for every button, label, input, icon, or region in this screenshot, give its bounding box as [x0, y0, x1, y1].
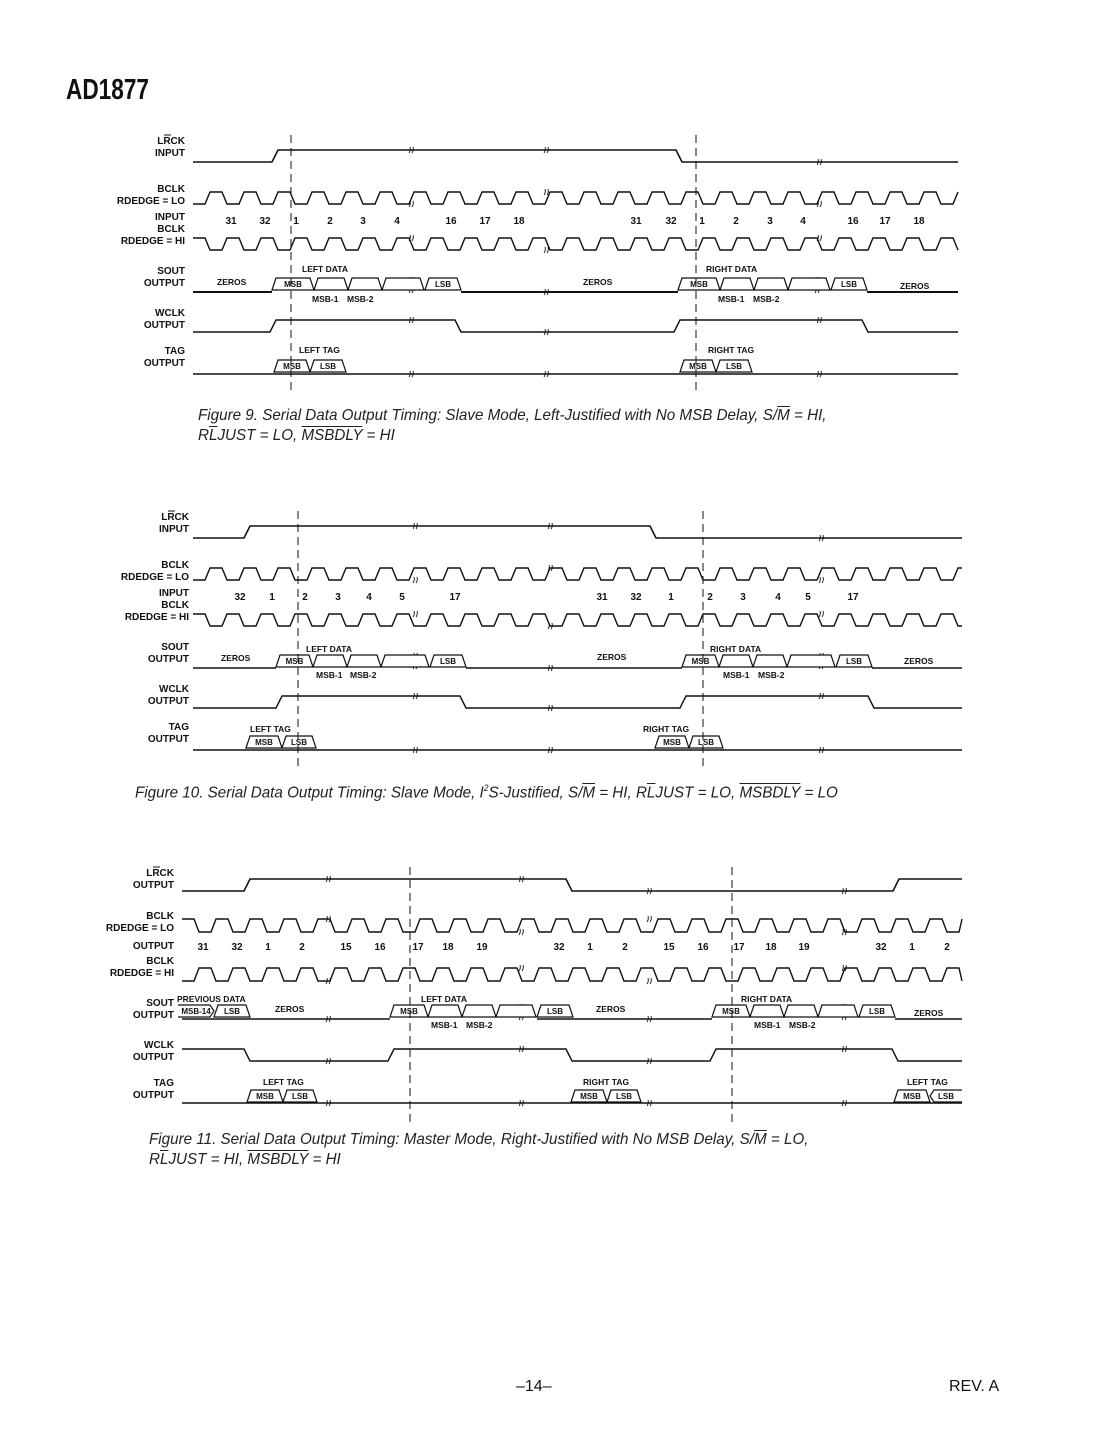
svg-text:MSB: MSB — [283, 362, 301, 371]
svg-text:MSB: MSB — [722, 1007, 740, 1016]
svg-text:MSB: MSB — [691, 657, 710, 666]
svg-text:MSB-14: MSB-14 — [181, 1007, 211, 1016]
svg-text:RDEDGE = HI: RDEDGE = HI — [120, 236, 185, 247]
svg-text:LRCK: LRCK — [157, 136, 185, 147]
svg-text:OUTPUT: OUTPUT — [143, 358, 185, 369]
svg-text:INPUT: INPUT — [155, 148, 185, 159]
data-bit-box — [712, 1005, 750, 1017]
svg-text:LSB: LSB — [698, 738, 714, 747]
svg-text:MSB: MSB — [663, 738, 681, 747]
annotation-label: MSB-1 — [316, 670, 343, 680]
signal-label — [106, 911, 175, 934]
annotation-label: RIGHT DATA — [710, 644, 762, 654]
svg-text:LSB: LSB — [224, 1007, 240, 1016]
svg-text:INPUT: INPUT — [159, 588, 189, 599]
data-bit-box — [382, 278, 424, 290]
annotation-label: ZEROS — [900, 281, 930, 291]
svg-text:OUTPUT: OUTPUT — [143, 320, 185, 331]
svg-text:LSB: LSB — [291, 738, 307, 747]
part-number-heading: AD1877 — [66, 74, 149, 106]
signal-label — [133, 1078, 174, 1101]
data-bit-box — [689, 736, 723, 748]
data-bit-box — [894, 1090, 930, 1102]
annotation-label: LEFT DATA — [306, 644, 352, 654]
bit-number: 3 — [767, 216, 773, 227]
svg-text:WCLK: WCLK — [155, 308, 185, 319]
annotation-label: RIGHT TAG — [583, 1077, 630, 1087]
svg-text:TAG: TAG — [153, 1078, 174, 1089]
annotation-label: ZEROS — [914, 1008, 944, 1018]
bit-number: 4 — [775, 592, 781, 603]
signal-label — [121, 560, 190, 583]
annotation-label: MSB-1 — [312, 294, 339, 304]
data-bit-box — [754, 278, 788, 290]
svg-text:MSB: MSB — [580, 1092, 598, 1101]
signal-label — [133, 941, 174, 952]
svg-text:LSB: LSB — [292, 1092, 308, 1101]
bit-number: 3 — [360, 216, 366, 227]
annotation-label: MSB-1 — [723, 670, 750, 680]
data-bit-box — [788, 278, 830, 290]
data-bit-box — [347, 655, 381, 667]
data-bit-box — [348, 278, 382, 290]
svg-text:MSB: MSB — [285, 657, 304, 666]
data-bit-box — [859, 1005, 895, 1017]
bit-number: 18 — [442, 942, 454, 953]
signal-label — [159, 588, 189, 599]
signal-label — [144, 308, 186, 331]
annotation-label: MSB-2 — [466, 1020, 493, 1030]
annotation-label: MSB-2 — [753, 294, 780, 304]
bit-number: 16 — [445, 216, 457, 227]
svg-text:MSB: MSB — [284, 280, 302, 289]
svg-text:OUTPUT: OUTPUT — [132, 1052, 174, 1063]
svg-text:LSB: LSB — [440, 657, 456, 666]
svg-text:LSB: LSB — [869, 1007, 885, 1016]
annotation-label: RIGHT DATA — [706, 264, 758, 274]
annotation-label: MSB-2 — [350, 670, 377, 680]
svg-text:OUTPUT: OUTPUT — [143, 278, 185, 289]
figure-11-waveforms — [0, 862, 1105, 1127]
data-bit-box — [716, 360, 752, 372]
annotation-label: MSB-2 — [789, 1020, 816, 1030]
svg-text:LSB: LSB — [616, 1092, 632, 1101]
data-bit-box — [425, 278, 461, 290]
data-bit-box — [276, 655, 313, 667]
data-bit-box — [428, 1005, 462, 1017]
svg-text:MSB: MSB — [400, 1007, 418, 1016]
bit-number: 1 — [668, 592, 674, 603]
annotation-label: ZEROS — [904, 656, 934, 666]
svg-text:MSB: MSB — [689, 362, 707, 371]
bit-number: 1 — [699, 216, 705, 227]
bit-number: 18 — [765, 942, 777, 953]
annotation-label: ZEROS — [217, 277, 247, 287]
bit-number: 31 — [225, 216, 237, 227]
signal-label — [125, 600, 190, 623]
svg-text:OUTPUT: OUTPUT — [147, 696, 189, 707]
bit-number: 32 — [231, 942, 243, 953]
figure-10-timing-diagram — [0, 506, 1105, 771]
svg-text:TAG: TAG — [164, 346, 185, 357]
data-bit-box — [283, 1090, 317, 1102]
signal-label — [121, 224, 186, 247]
svg-text:LSB: LSB — [846, 657, 862, 666]
annotation-label: LEFT TAG — [299, 345, 340, 355]
annotation-label: MSB-1 — [754, 1020, 781, 1030]
signal-label — [148, 684, 190, 707]
annotation-label: LEFT DATA — [302, 264, 348, 274]
annotation-label: ZEROS — [221, 653, 251, 663]
data-bit-box — [753, 655, 787, 667]
annotation-label: ZEROS — [275, 1004, 305, 1014]
bit-number: 32 — [875, 942, 887, 953]
data-bit-box — [571, 1090, 607, 1102]
figure-9-caption: Figure 9. Serial Data Output Timing: Slave Mode, Left-Justified with No MSB Delay, $S/\overline{M}$ = HI, $R\overline{L}JUST$ = LO, MSBDLY = HI — [198, 407, 827, 444]
data-bit-box — [831, 278, 867, 290]
bit-number: 2 — [299, 942, 305, 953]
bit-number: 2 — [733, 216, 739, 227]
svg-text:INPUT: INPUT — [155, 212, 185, 223]
signal-label — [133, 1040, 175, 1063]
svg-text:LRCK: LRCK — [161, 512, 189, 523]
data-bit-box — [247, 1090, 283, 1102]
svg-text:OUTPUT: OUTPUT — [147, 654, 189, 665]
signal-label — [148, 642, 189, 665]
figure-10-waveforms — [0, 506, 1105, 771]
svg-text:LSB: LSB — [938, 1092, 954, 1101]
svg-text:INPUT: INPUT — [159, 524, 189, 535]
revision-label: REV. A — [949, 1378, 1000, 1395]
svg-text:RDEDGE = HI: RDEDGE = HI — [109, 968, 174, 979]
bit-number: 31 — [197, 942, 209, 953]
annotation-label: MSB-1 — [431, 1020, 458, 1030]
svg-text:BCLK: BCLK — [146, 956, 174, 967]
bit-number: 17 — [847, 592, 859, 603]
data-bit-box — [836, 655, 872, 667]
data-bit-box — [282, 736, 316, 748]
annotation-label: PREVIOUS DATA — [177, 994, 246, 1004]
signal-label — [133, 867, 175, 891]
bit-number: 31 — [596, 592, 608, 603]
bit-number: 3 — [740, 592, 746, 603]
bit-number: 2 — [327, 216, 333, 227]
svg-text:WCLK: WCLK — [144, 1040, 174, 1051]
data-bit-box — [607, 1090, 641, 1102]
svg-text:RDEDGE = LO: RDEDGE = LO — [120, 572, 189, 583]
data-bit-box — [537, 1005, 573, 1017]
annotation-label: MSB-2 — [347, 294, 374, 304]
svg-text:OUTPUT: OUTPUT — [132, 941, 174, 952]
svg-text:SOUT: SOUT — [146, 998, 174, 1009]
svg-text:BCLK: BCLK — [161, 600, 189, 611]
data-bit-box — [784, 1005, 818, 1017]
data-bit-box — [682, 655, 719, 667]
annotation-label: ZEROS — [596, 1004, 626, 1014]
svg-text:RDEDGE = LO: RDEDGE = LO — [116, 196, 185, 207]
bit-number: 2 — [302, 592, 308, 603]
bit-number: 15 — [340, 942, 352, 953]
svg-text:LSB: LSB — [547, 1007, 563, 1016]
svg-text:LSB: LSB — [726, 362, 742, 371]
bit-number: 17 — [733, 942, 745, 953]
bit-number: 17 — [479, 216, 491, 227]
data-bit-box — [390, 1005, 428, 1017]
svg-text:BCLK: BCLK — [157, 184, 185, 195]
data-bit-box — [787, 655, 835, 667]
svg-text:WCLK: WCLK — [159, 684, 189, 695]
data-bit-box — [496, 1005, 536, 1017]
signal-label — [155, 212, 185, 223]
bit-number: 1 — [265, 942, 271, 953]
bit-number: 1 — [587, 942, 593, 953]
svg-text:OUTPUT: OUTPUT — [132, 880, 174, 891]
svg-text:MSB: MSB — [255, 738, 273, 747]
annotation-label: ZEROS — [583, 277, 613, 287]
data-bit-box — [272, 278, 314, 290]
data-bit-box — [462, 1005, 496, 1017]
data-bit-box — [818, 1005, 858, 1017]
annotation-label: ZEROS — [597, 652, 627, 662]
bit-number: 18 — [513, 216, 525, 227]
svg-text:LRCK: LRCK — [146, 868, 174, 879]
bit-number: 5 — [805, 592, 811, 603]
bit-number: 1 — [293, 216, 299, 227]
bit-number: 16 — [697, 942, 709, 953]
data-bit-box — [313, 655, 347, 667]
svg-text:RDEDGE = LO: RDEDGE = LO — [105, 923, 174, 934]
signal-label — [155, 135, 186, 159]
bit-number: 16 — [847, 216, 859, 227]
data-bit-box — [214, 1005, 250, 1017]
signal-label — [144, 346, 185, 369]
svg-text:MSB: MSB — [690, 280, 708, 289]
bit-number: 2 — [944, 942, 950, 953]
bit-number: 17 — [412, 942, 424, 953]
signal-label — [133, 998, 174, 1021]
annotation-label: MSB-1 — [718, 294, 745, 304]
bit-number: 5 — [399, 592, 405, 603]
annotation-label: LEFT TAG — [250, 724, 291, 734]
bit-number: 32 — [234, 592, 246, 603]
bit-number: 2 — [622, 942, 628, 953]
figure-9-waveforms — [0, 130, 1105, 400]
data-bit-box — [274, 360, 310, 372]
svg-text:TAG: TAG — [168, 722, 189, 733]
bit-number: 1 — [269, 592, 275, 603]
svg-text:BCLK: BCLK — [161, 560, 189, 571]
data-bit-box — [720, 278, 754, 290]
signal-label — [148, 722, 189, 745]
bit-number: 18 — [913, 216, 925, 227]
svg-text:LSB: LSB — [435, 280, 451, 289]
signal-label — [144, 266, 185, 289]
bit-number: 17 — [879, 216, 891, 227]
svg-text:BCLK: BCLK — [157, 224, 185, 235]
bit-number: 4 — [366, 592, 372, 603]
annotation-label: MSB-2 — [758, 670, 785, 680]
data-bit-box — [719, 655, 753, 667]
bit-number: 2 — [707, 592, 713, 603]
bit-number: 3 — [335, 592, 341, 603]
svg-text:MSB: MSB — [903, 1092, 921, 1101]
data-bit-box — [680, 360, 716, 372]
bit-number: 32 — [259, 216, 271, 227]
data-bit-box — [678, 278, 720, 290]
bit-number: 16 — [374, 942, 386, 953]
signal-label — [117, 184, 186, 207]
bit-number: 19 — [476, 942, 488, 953]
figure-11-timing-diagram — [0, 862, 1105, 1127]
bit-number: 19 — [798, 942, 810, 953]
annotation-label: LEFT DATA — [421, 994, 467, 1004]
signal-label — [159, 511, 190, 535]
data-bit-box — [381, 655, 429, 667]
bit-number: 31 — [630, 216, 642, 227]
figure-10-caption: Figure 10. Serial Data Output Timing: Slave Mode, $I^2S$-Justified, $S/\overline{M}$ = HI, $R\overline{L}JUST$ = LO, MSBDLY = LO — [135, 783, 838, 802]
data-bit-box — [655, 736, 689, 748]
figure-11-caption: Figure 11. Serial Data Output Timing: Master Mode, Right-Justified with No MSB Delay, $S/\overline{M}$ = LO, $R\overline{L}JUST$ = HI, MSBDLY = HI — [149, 1131, 809, 1168]
page-number: –14– — [516, 1378, 552, 1395]
data-bit-box — [430, 655, 466, 667]
svg-text:OUTPUT: OUTPUT — [132, 1090, 174, 1101]
data-bit-box — [246, 736, 282, 748]
svg-text:SOUT: SOUT — [161, 642, 189, 653]
bit-number: 1 — [909, 942, 915, 953]
svg-text:LSB: LSB — [320, 362, 336, 371]
bit-number: 17 — [449, 592, 461, 603]
bit-number: 4 — [394, 216, 400, 227]
svg-text:LSB: LSB — [841, 280, 857, 289]
svg-text:MSB: MSB — [256, 1092, 274, 1101]
data-bit-box — [750, 1005, 784, 1017]
bit-number: 32 — [553, 942, 565, 953]
bit-number: 15 — [663, 942, 675, 953]
annotation-label: RIGHT DATA — [741, 994, 793, 1004]
data-bit-box — [930, 1090, 962, 1102]
svg-text:SOUT: SOUT — [157, 266, 185, 277]
svg-text:BCLK: BCLK — [146, 911, 174, 922]
bit-number: 4 — [800, 216, 806, 227]
bit-number: 32 — [665, 216, 677, 227]
data-bit-box — [314, 278, 348, 290]
svg-text:OUTPUT: OUTPUT — [132, 1010, 174, 1021]
annotation-label: RIGHT TAG — [643, 724, 690, 734]
svg-text:RDEDGE = HI: RDEDGE = HI — [124, 612, 189, 623]
annotation-label: RIGHT TAG — [708, 345, 755, 355]
signal-label — [110, 956, 175, 979]
annotation-label: LEFT TAG — [907, 1077, 948, 1087]
bit-number: 32 — [630, 592, 642, 603]
annotation-label: LEFT TAG — [263, 1077, 304, 1087]
svg-text:OUTPUT: OUTPUT — [147, 734, 189, 745]
figure-9-timing-diagram — [0, 130, 1105, 400]
data-bit-box — [310, 360, 346, 372]
data-bit-box — [178, 1005, 214, 1017]
